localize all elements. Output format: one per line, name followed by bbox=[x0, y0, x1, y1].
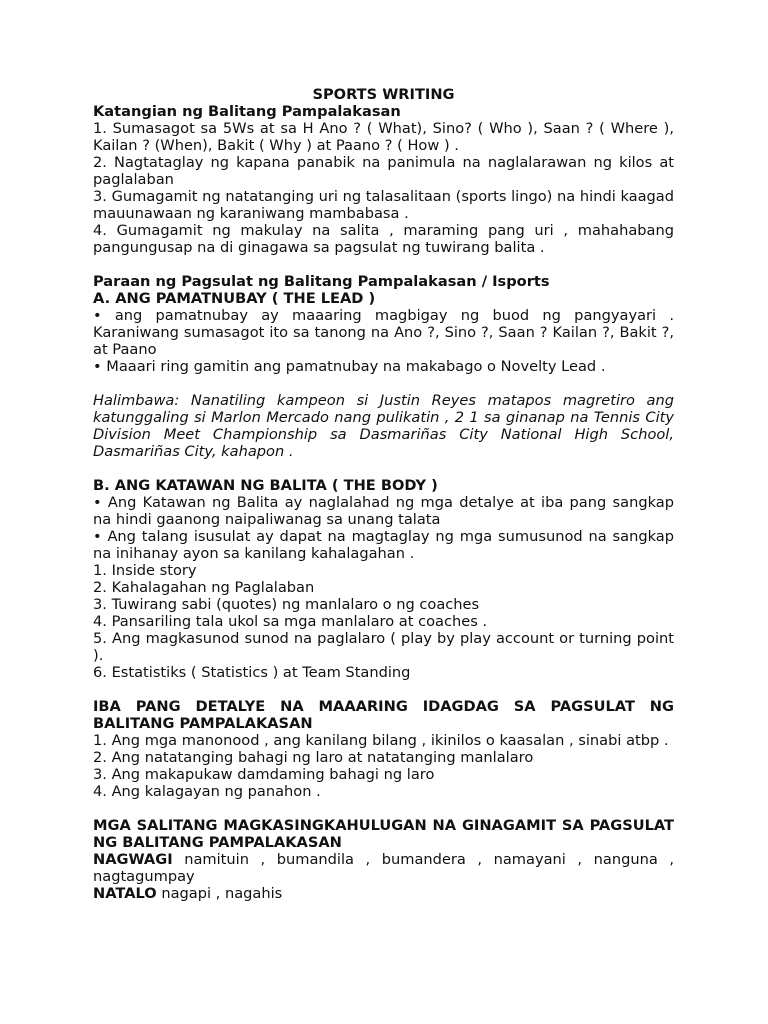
list-item: 4. Pansariling tala ukol sa mga manlalaro at coaches . bbox=[93, 613, 488, 630]
list-item: 1. Sumasagot sa 5Ws at sa H Ano ? ( What), Sino? ( Who ), Saan ? ( Where ), Kailan ? (When), Bakit ( Why ) at Paano ? ( How ) . bbox=[93, 120, 674, 154]
bullet-item: • Ang talang isusulat ay dapat na magtaglay ng mga sumusunod na sangkap na inihanay ayon sa kanilang kahalagahan . bbox=[93, 528, 674, 562]
list-item: 4. Gumagamit ng makulay na salita , maraming pang uri , mahahabang pangungusap na di ginagawa sa pagsulat ng tuwirang balita . bbox=[93, 222, 674, 256]
document-page bbox=[93, 86, 674, 902]
list-item: 4. Ang kalagayan ng panahon . bbox=[93, 783, 321, 800]
bullet-item: • ang pamatnubay ay maaaring magbigay ng buod ng pangyayari . Karaniwang sumasagot ito sa tanong na Ano ?, Sino ?, Saan ? Kailan ?, Bakit ?, at Paano bbox=[93, 307, 674, 358]
term: NATALO bbox=[93, 885, 157, 902]
section-heading-paraan: Paraan ng Pagsulat ng Balitang Pampalakasan / Isports bbox=[93, 273, 550, 290]
bullet-item: • Maaari ring gamitin ang pamatnubay na makabago o Novelty Lead . bbox=[93, 358, 606, 375]
spacer bbox=[93, 460, 674, 477]
bullet-item: • Ang Katawan ng Balita ay naglalahad ng mga detalye at iba pang sangkap na hindi gaanong naipaliwanag sa unang talata bbox=[93, 494, 674, 528]
list-item: 3. Gumagamit ng natatanging uri ng talasalitaan (sports lingo) na hindi kaagad mauunawaan ng karaniwang mambabasa . bbox=[93, 188, 674, 222]
term: NAGWAGI bbox=[93, 851, 173, 868]
example-paragraph: Halimbawa: Nanatiling kampeon si Justin Reyes matapos magretiro ang katunggaling si Marlon Mercado nang pulikatin , 2 1 sa ginanap na Tennis City Division Meet Championship sa Dasmariñas City National High School, Dasmariñas City, kahapon . bbox=[93, 392, 674, 460]
term-synonyms: namituin , bumandila , bumandera , namayani , nanguna , nagtagumpay bbox=[93, 851, 674, 885]
list-item: 1. Inside story bbox=[93, 562, 197, 579]
spacer bbox=[93, 375, 674, 392]
list-item: 5. Ang magkasunod sunod na paglalaro ( play by play account or turning point ). bbox=[93, 630, 674, 664]
list-item: 2. Ang natatanging bahagi ng laro at natatanging manlalaro bbox=[93, 749, 534, 766]
section-heading-iba-pang-detalye: IBA PANG DETALYE NA MAAARING IDAGDAG SA PAGSULAT NG BALITANG PAMPALAKASAN bbox=[93, 698, 674, 732]
term-definition bbox=[93, 851, 674, 885]
section-heading-katangian: Katangian ng Balitang Pampalakasan bbox=[93, 103, 401, 120]
spacer bbox=[93, 800, 674, 817]
spacer bbox=[93, 256, 674, 273]
list-item: 3. Ang makapukaw damdaming bahagi ng laro bbox=[93, 766, 435, 783]
spacer bbox=[93, 681, 674, 698]
list-item: 2. Kahalagahan ng Paglalaban bbox=[93, 579, 315, 596]
term-synonyms: nagapi , nagahis bbox=[156, 885, 283, 902]
document-title: SPORTS WRITING bbox=[312, 86, 455, 103]
subheading-body: B. ANG KATAWAN NG BALITA ( THE BODY ) bbox=[93, 477, 438, 494]
list-item: 3. Tuwirang sabi (quotes) ng manlalaro o ng coaches bbox=[93, 596, 480, 613]
list-item: 6. Estatistiks ( Statistics ) at Team Standing bbox=[93, 664, 411, 681]
term-definition bbox=[93, 885, 674, 902]
section-heading-magkasingkahulugan: MGA SALITANG MAGKASINGKAHULUGAN NA GINAGAMIT SA PAGSULAT NG BALITANG PAMPALAKASAN bbox=[93, 817, 674, 851]
subheading-lead: A. ANG PAMATNUBAY ( THE LEAD ) bbox=[93, 290, 376, 307]
list-item: 1. Ang mga manonood , ang kanilang bilang , ikinilos o kaasalan , sinabi atbp . bbox=[93, 732, 669, 749]
list-item: 2. Nagtataglay ng kapana panabik na panimula na naglalarawan ng kilos at paglalaban bbox=[93, 154, 674, 188]
